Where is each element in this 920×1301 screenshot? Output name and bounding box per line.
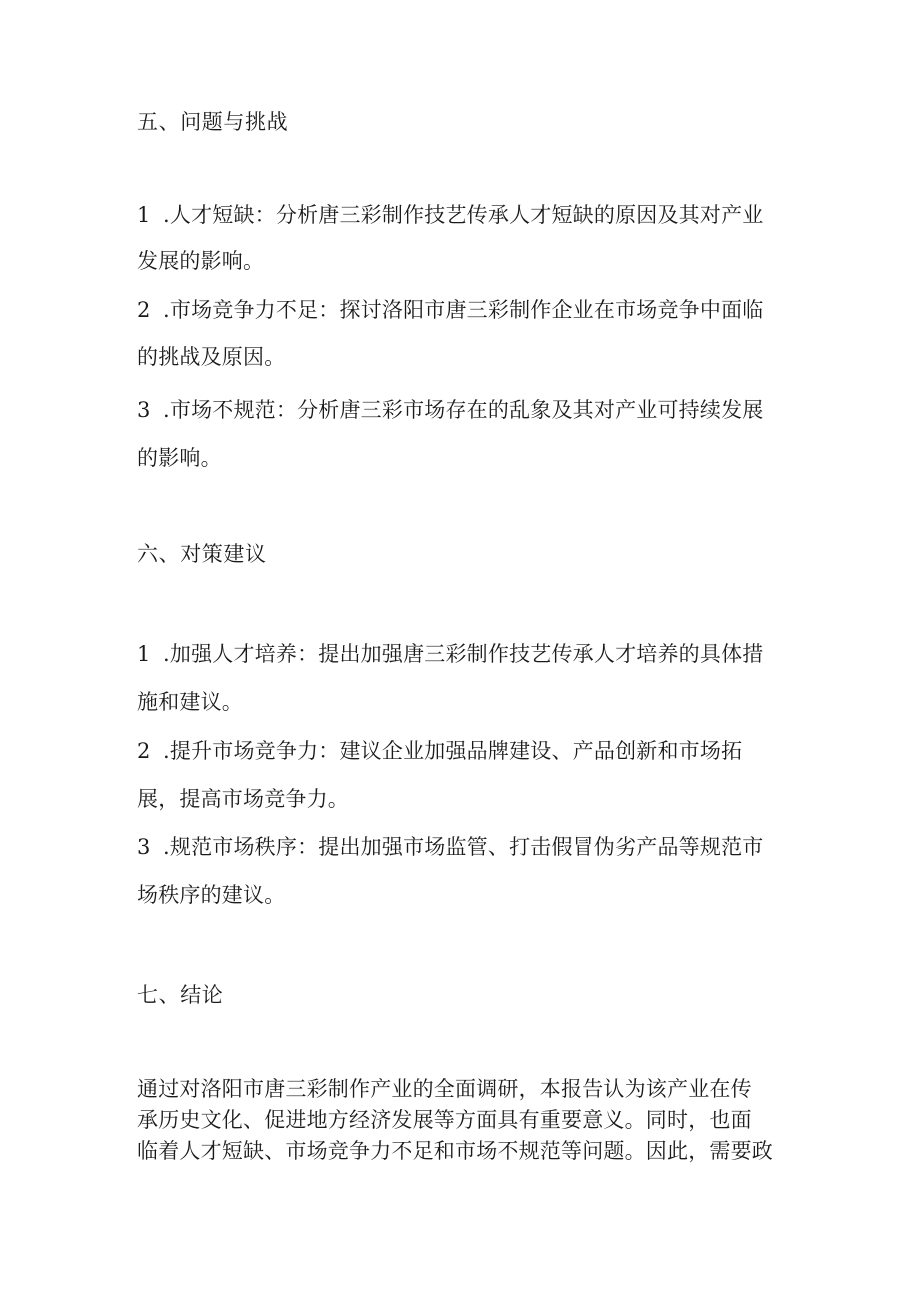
list-item-line — [137, 737, 742, 765]
section-heading-countermeasures: 六、对策建议 — [137, 542, 267, 566]
list-item-continuation: 场秩序的建议。 — [137, 883, 286, 907]
paragraph-line: 承历史文化、促进地方经济发展等方面具有重要意义。同时，也面 — [137, 1108, 752, 1132]
list-item-text: .提升市场竞争力：建议企业加强品牌建设、产品创新和市场拓 — [163, 739, 743, 763]
list-item-number: 2 — [137, 298, 151, 322]
list-item-text: .市场竞争力不足：探讨洛阳市唐三彩制作企业在市场竞争中面临 — [163, 298, 764, 322]
list-item-line — [137, 201, 763, 229]
list-item-number: 3 — [137, 398, 151, 422]
list-item-number: 1 — [137, 642, 151, 666]
list-item-number: 3 — [137, 835, 151, 859]
list-item-continuation: 的挑战及原因。 — [137, 345, 286, 369]
list-item-text: .规范市场秩序：提出加强市场监管、打击假冒伪劣产品等规范市 — [163, 835, 764, 859]
list-item-number: 1 — [137, 203, 151, 227]
list-item-text: .加强人才培养：提出加强唐三彩制作技艺传承人才培养的具体措 — [163, 642, 764, 666]
list-item-continuation: 发展的影响。 — [137, 249, 265, 273]
list-item-line — [137, 833, 763, 861]
list-item-text: .人才短缺：分析唐三彩制作技艺传承人才短缺的原因及其对产业 — [163, 203, 764, 227]
list-item-continuation: 施和建议。 — [137, 690, 243, 714]
list-item-continuation: 的影响。 — [137, 446, 222, 470]
list-item-number: 2 — [137, 739, 151, 763]
list-item-text: .市场不规范：分析唐三彩市场存在的乱象及其对产业可持续发展 — [163, 398, 764, 422]
list-item-line — [137, 396, 763, 424]
section-heading-problems: 五、问题与挑战 — [137, 110, 289, 134]
list-item-line — [137, 640, 763, 668]
list-item-continuation: 展，提高市场竞争力。 — [137, 787, 349, 811]
section-heading-conclusion: 七、结论 — [137, 983, 224, 1007]
list-item-line — [137, 296, 763, 324]
paragraph-line: 通过对洛阳市唐三彩制作产业的全面调研，本报告认为该产业在传 — [137, 1077, 752, 1101]
paragraph-line: 临着人才短缺、市场竞争力不足和市场不规范等问题。因此，需要政 — [137, 1139, 773, 1163]
